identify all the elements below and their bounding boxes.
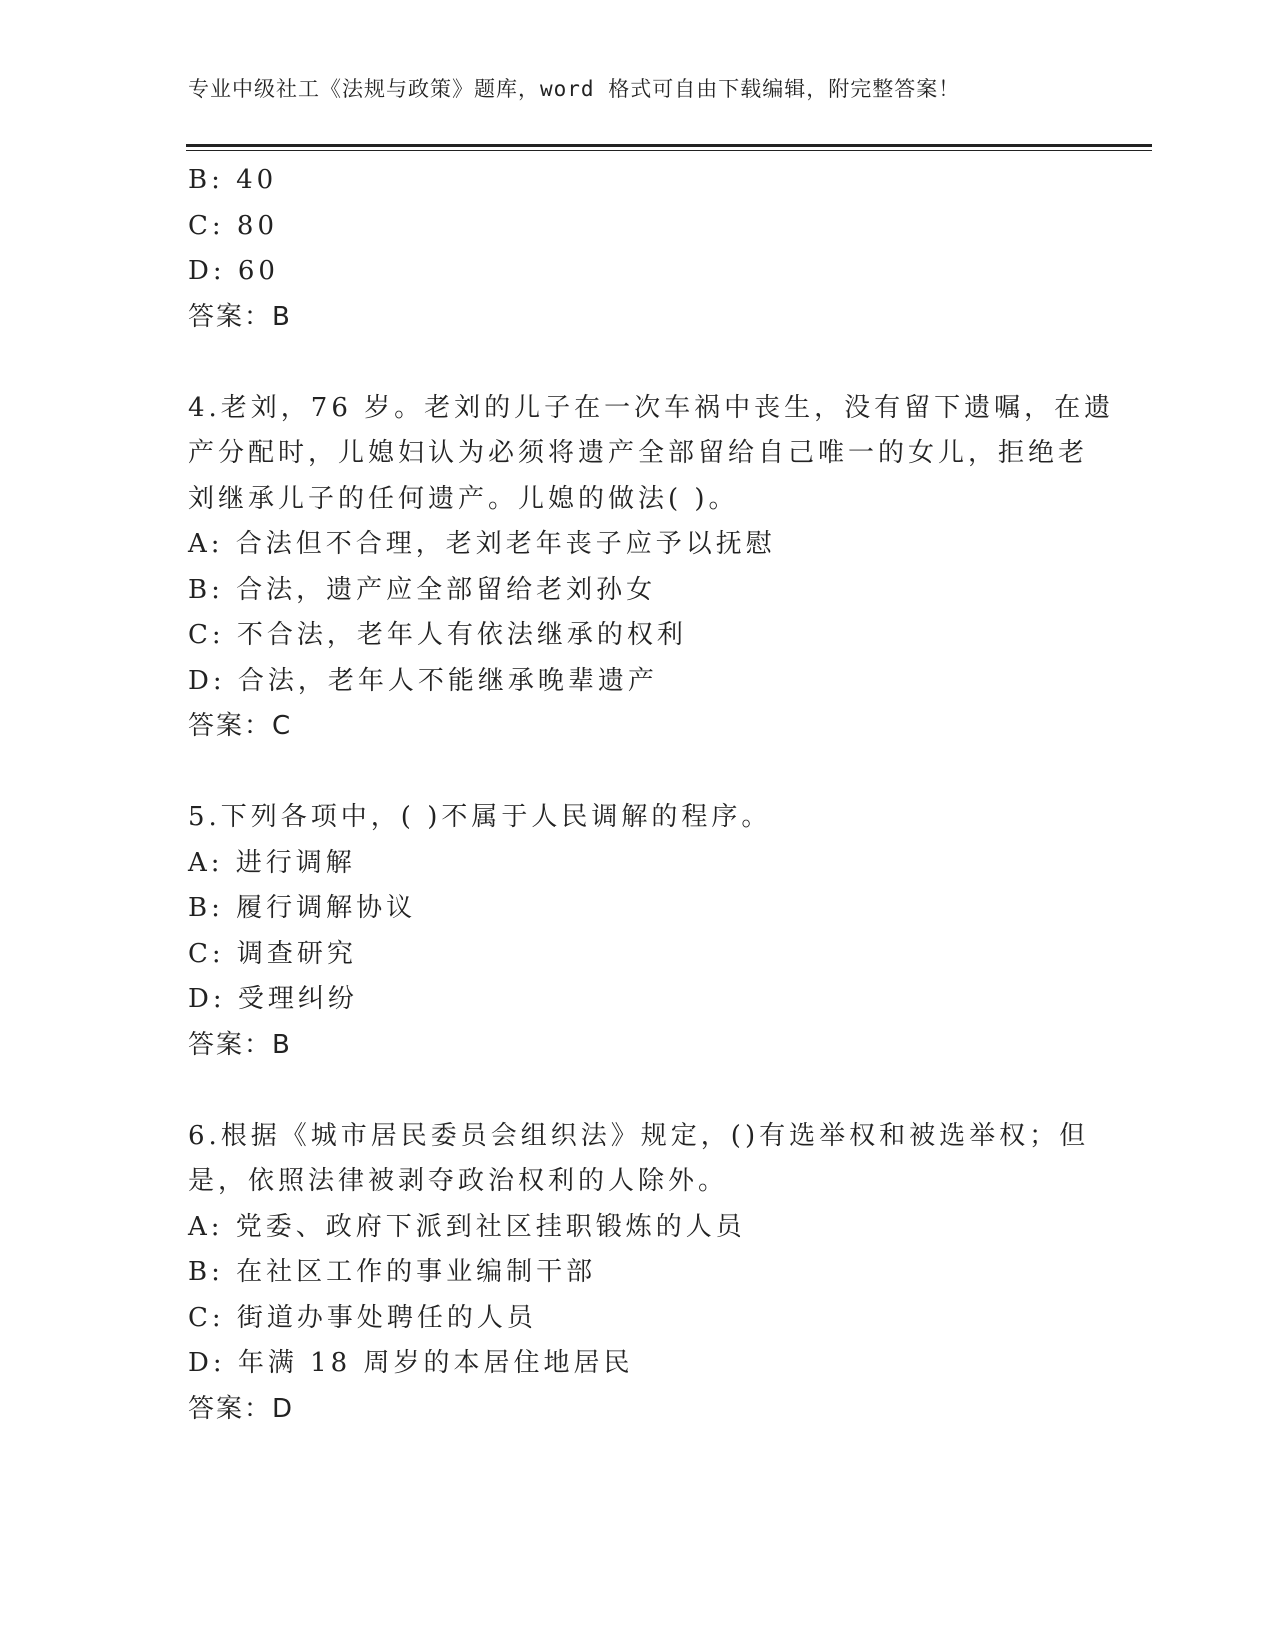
option-line: C: 80: [188, 210, 279, 241]
option-line: C: 街道办事处聘任的人员: [188, 1302, 537, 1333]
header-rule-thick: [186, 144, 1152, 147]
question-stem-line: 4.老刘，76 岁。老刘的儿子在一次车祸中丧生，没有留下遗嘱，在遗: [188, 392, 1115, 423]
partial-question: [188, 158, 1088, 340]
spacer: [188, 340, 1088, 386]
question-stem-line: 是，依照法律被剥夺政治权利的人除外。: [188, 1166, 729, 1196]
answer-line: 答案：D: [188, 1393, 295, 1424]
question-stem-line: 5.下列各项中，( )不属于人民调解的程序。: [188, 802, 772, 832]
option-line: B: 履行调解协议: [188, 893, 417, 923]
answer-line: 答案：B: [188, 301, 292, 332]
question-stem-line: 刘继承儿子的任何遗产。儿媳的做法( )。: [188, 483, 739, 514]
spacer: [188, 750, 1088, 796]
document-body: [188, 158, 1115, 1432]
option-line: A: 进行调解: [188, 847, 356, 878]
option-line: C: 不合法，老年人有依法继承的权利: [188, 620, 687, 650]
answer-line: 答案：C: [188, 711, 293, 741]
page-header: 专业中级社工《法规与政策》题库，word 格式可自由下载编辑，附完整答案！: [188, 77, 961, 101]
option-line: D: 合法，老年人不能继承晚辈遗产: [188, 665, 658, 696]
header-rule-thin: [186, 150, 1152, 151]
option-line: D: 受理纠纷: [188, 984, 358, 1014]
question-5: [188, 795, 1088, 1068]
question-6: [188, 1114, 1088, 1433]
question-4: [188, 386, 1115, 750]
question-stem-line: 产分配时，儿媳妇认为必须将遗产全部留给自己唯一的女儿，拒绝老: [188, 438, 1089, 468]
option-line: D: 60: [188, 256, 279, 286]
option-line: B: 在社区工作的事业编制干部: [188, 1257, 597, 1287]
option-line: A: 党委、政府下派到社区挂职锻炼的人员: [188, 1211, 746, 1242]
question-stem-line: 6.根据《城市居民委员会组织法》规定，()有选举权和被选举权；但: [188, 1120, 1090, 1151]
option-line: D: 年满 18 周岁的本居住地居民: [188, 1348, 634, 1378]
spacer: [188, 1068, 1088, 1114]
answer-line: 答案：B: [188, 1029, 292, 1060]
option-line: B: 合法，遗产应全部留给老刘孙女: [188, 574, 657, 605]
option-line: A: 合法但不合理，老刘老年丧子应予以抚慰: [188, 529, 776, 559]
option-line: B: 40: [188, 165, 278, 195]
option-line: C: 调查研究: [188, 938, 357, 969]
